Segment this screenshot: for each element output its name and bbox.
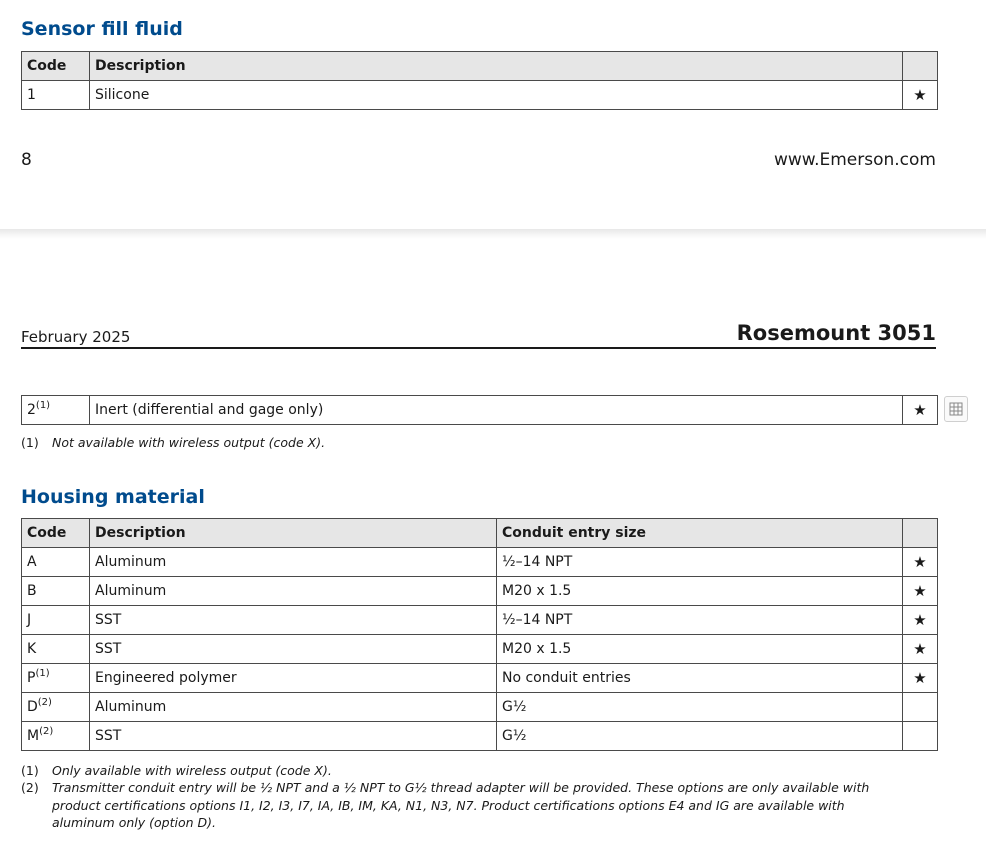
header-date: February 2025 xyxy=(21,328,131,346)
cell-description: Aluminum xyxy=(90,548,497,577)
footnote-text: Only available with wireless output (code X). xyxy=(52,763,332,778)
star-icon: ★ xyxy=(903,577,938,606)
star-icon: ★ xyxy=(903,606,938,635)
cell-description: SST xyxy=(90,606,497,635)
code-text: P xyxy=(27,670,36,686)
footnote-ref: (2) xyxy=(37,697,52,708)
cell-description: Aluminum xyxy=(90,577,497,606)
section-title-housing-material: Housing material xyxy=(21,486,205,508)
table-row xyxy=(22,548,938,577)
cell-code xyxy=(22,577,90,606)
header-star xyxy=(903,52,938,81)
table-row xyxy=(22,693,938,722)
code-text: B xyxy=(27,583,37,599)
code-text: J xyxy=(27,612,32,628)
table-row xyxy=(22,577,938,606)
footer-url: www.Emerson.com xyxy=(773,150,936,170)
cell-conduit: No conduit entries xyxy=(497,664,903,693)
table-row xyxy=(22,664,938,693)
header-code: Code xyxy=(22,519,90,548)
cell-conduit: M20 x 1.5 xyxy=(497,577,903,606)
code-text: M xyxy=(27,728,40,744)
footnote-ref: (2) xyxy=(39,726,54,737)
cell-conduit: M20 x 1.5 xyxy=(497,635,903,664)
header-description: Description xyxy=(90,52,903,81)
star-cell-empty xyxy=(903,722,938,751)
header-rule xyxy=(21,347,936,349)
cell-conduit: G½ xyxy=(497,722,903,751)
footnote-number: (1) xyxy=(21,435,39,450)
cell-conduit: ½–14 NPT xyxy=(497,548,903,577)
footnote-text-line: Transmitter conduit entry will be ½ NPT and a ½ NPT to G½ thread adapter will be provided. These options are only available with xyxy=(52,780,870,795)
footnote-number: (1) xyxy=(21,763,39,778)
code-text: A xyxy=(27,554,37,570)
star-icon: ★ xyxy=(903,396,938,425)
header-description: Description xyxy=(90,519,497,548)
table-header-row xyxy=(22,519,938,548)
cell-code xyxy=(22,396,90,425)
table-select-icon[interactable] xyxy=(944,396,968,422)
table-grid-icon xyxy=(949,402,963,416)
cell-description: SST xyxy=(90,635,497,664)
cell-description: Aluminum xyxy=(90,693,497,722)
cell-code xyxy=(22,635,90,664)
page-separator xyxy=(0,229,986,239)
code-text: D xyxy=(27,699,38,715)
header-conduit-entry-size: Conduit entry size xyxy=(497,519,903,548)
footnote-ref: (1) xyxy=(35,668,50,679)
cell-code xyxy=(22,722,90,751)
sensor-fill-continued-table xyxy=(21,395,938,425)
footnote xyxy=(21,434,921,452)
footnote xyxy=(21,779,951,835)
footnote-number: (2) xyxy=(21,780,39,795)
footnote-text: Not available with wireless output (code X). xyxy=(52,435,326,450)
cell-code xyxy=(22,693,90,722)
star-icon: ★ xyxy=(903,81,938,110)
cell-conduit: ½–14 NPT xyxy=(497,606,903,635)
cell-description: Engineered polymer xyxy=(90,664,497,693)
table-row xyxy=(22,606,938,635)
footnote-text-line: aluminum only (option D). xyxy=(52,815,216,830)
code-text: K xyxy=(27,641,37,657)
section-title-sensor-fill-fluid: Sensor fill fluid xyxy=(21,18,183,40)
page-number: 8 xyxy=(21,150,32,170)
cell-description: SST xyxy=(90,722,497,751)
cell-description: Inert (differential and gage only) xyxy=(90,396,903,425)
footnote xyxy=(21,762,921,780)
housing-material-table xyxy=(21,518,938,751)
table-row xyxy=(22,635,938,664)
star-icon: ★ xyxy=(903,548,938,577)
cell-description: Silicone xyxy=(90,81,903,110)
header-product-name: Rosemount 3051 xyxy=(736,321,936,345)
cell-conduit: G½ xyxy=(497,693,903,722)
star-icon: ★ xyxy=(903,635,938,664)
cell-code: 1 xyxy=(22,81,90,110)
sensor-fill-table xyxy=(21,51,938,110)
code-text: 2 xyxy=(27,402,36,418)
footnote-ref: (1) xyxy=(35,400,51,411)
table-row xyxy=(22,396,938,425)
cell-code xyxy=(22,606,90,635)
footnote-text-line: product certifications options I1, I2, I3, I7, IA, IB, IM, KA, N1, N3, N7. Product certifications options E4 and IG are available with xyxy=(52,797,845,813)
header-code: Code xyxy=(22,52,90,81)
star-cell-empty xyxy=(903,693,938,722)
table-row xyxy=(22,722,938,751)
cell-code xyxy=(22,664,90,693)
table-row xyxy=(22,81,938,110)
table-header-row xyxy=(22,52,938,81)
header-star xyxy=(903,519,938,548)
cell-code xyxy=(22,548,90,577)
star-icon: ★ xyxy=(903,664,938,693)
